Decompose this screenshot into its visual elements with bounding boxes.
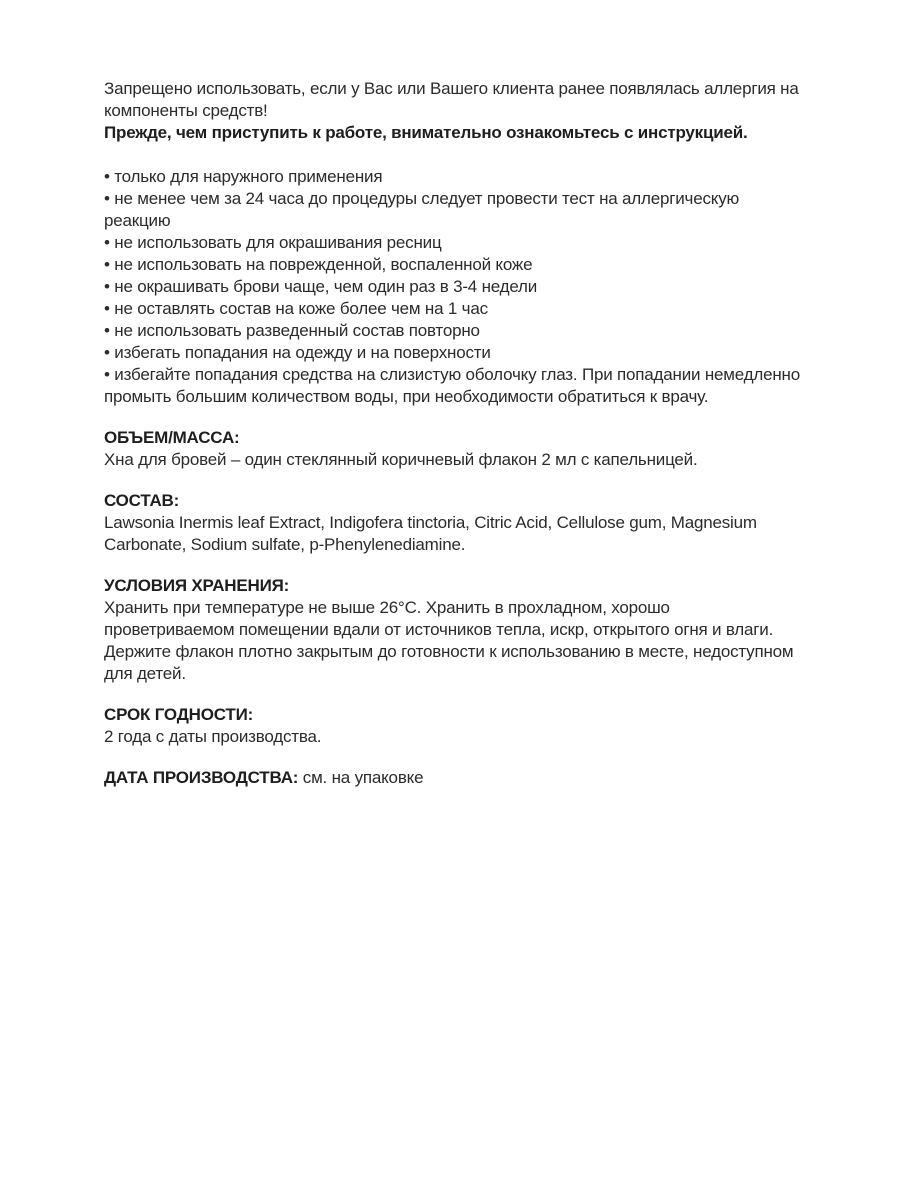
- read-instruction-notice: Прежде, чем приступить к работе, внимательно ознакомьтесь с инструкцией.: [104, 123, 748, 142]
- volume-text: Хна для бровей – один стеклянный коричневый флакон 2 мл с капельницей.: [104, 450, 698, 469]
- production-date-text: см. на упаковке: [298, 768, 424, 787]
- instruction-document: [104, 78, 804, 789]
- list-item: • не использовать разведенный состав повторно: [104, 321, 480, 340]
- list-item: • не использовать для окрашивания ресниц: [104, 233, 442, 252]
- volume-section: [104, 427, 804, 471]
- shelf-life-text: 2 года с даты производства.: [104, 727, 322, 746]
- production-date-section: [104, 767, 804, 789]
- composition-heading: СОСТАВ:: [104, 491, 180, 510]
- volume-heading: ОБЪЕМ/МАССА:: [104, 428, 240, 447]
- list-item: • не менее чем за 24 часа до процедуры следует провести тест на аллергическую реакцию: [104, 189, 740, 230]
- composition-text: Lawsonia Inermis leaf Extract, Indigofera tinctoria, Citric Acid, Cellulose gum, Magnesium Carbonate, Sodium sulfate, p-Phenylenediamine.: [104, 513, 757, 554]
- list-item: • не окрашивать брови чаще, чем один раз в 3-4 недели: [104, 277, 538, 296]
- list-item: • не оставлять состав на коже более чем на 1 час: [104, 299, 488, 318]
- allergy-warning: Запрещено использовать, если у Вас или Вашего клиента ранее появлялась аллергия на компоненты средств!: [104, 79, 799, 120]
- list-item: • избегать попадания на одежду и на поверхности: [104, 343, 491, 362]
- list-item: • только для наружного применения: [104, 167, 383, 186]
- shelf-life-section: [104, 704, 804, 748]
- storage-text: Хранить при температуре не выше 26°С. Хранить в прохладном, хорошо проветриваемом помещении вдали от источников тепла, искр, открытого огня и влаги. Держите флакон плотно закрытым до готовности к использованию в месте, недоступном для детей.: [104, 598, 794, 683]
- composition-section: [104, 490, 804, 556]
- precautions-list: [104, 166, 804, 408]
- list-item: • избегайте попадания средства на слизистую оболочку глаз. При попадании немедленно промыть большим количеством воды, при необходимости обратиться к врачу.: [104, 365, 800, 406]
- storage-section: [104, 575, 804, 685]
- list-item: • не использовать на поврежденной, воспаленной коже: [104, 255, 533, 274]
- storage-heading: УСЛОВИЯ ХРАНЕНИЯ:: [104, 576, 290, 595]
- shelf-life-heading: СРОК ГОДНОСТИ:: [104, 705, 254, 724]
- production-date-heading: ДАТА ПРОИЗВОДСТВА:: [104, 768, 299, 787]
